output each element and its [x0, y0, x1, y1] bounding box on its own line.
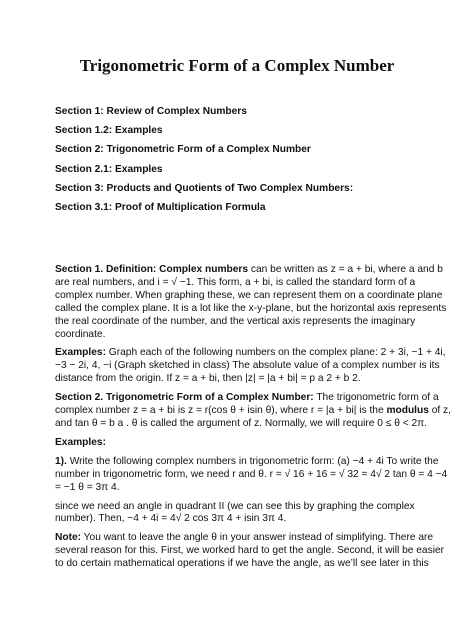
toc-item: Section 2.1: Examples [55, 163, 163, 175]
text-line: to do certain mathematical operations if we have the angle, as we’ll see later in this [55, 558, 429, 570]
toc-item: Section 2: Trigonometric Form of a Complex Number [55, 144, 311, 156]
text-span: Graph each of the following numbers on the complex plane: 2 + 3i, −1 + 4i, [105, 347, 446, 359]
text-span: complex number z = a + bi is z = r(cos θ + isin θ), where r = |a + bi| is the [55, 405, 387, 417]
examples-paragraph [55, 347, 446, 386]
text-span: The trigonometric form of a [313, 392, 439, 404]
text-line: complex number. When graphing these, we can represent them on a coordinate plane [55, 289, 443, 301]
examples-heading-text: Examples: [55, 436, 106, 448]
text-line: and tan θ = b a . θ is called the argument of z. Normally, we will require 0 ≤ θ < 2π. [55, 417, 428, 429]
text-line: −3 − 2i, 4, −i (Graph sketched in class) The absolute value of a complex number is its [55, 360, 440, 372]
section-label: Section 2. Trigonometric Form of a Complex Number: [55, 392, 314, 404]
examples-label: Examples: [55, 347, 106, 359]
text-line: are real numbers, and i = √ −1. This form, a + bi, is called the standard form of a [55, 276, 416, 288]
text-line: = −1 θ = 3π 4. [55, 481, 120, 493]
toc-item: Section 1.2: Examples [55, 125, 163, 137]
section-label: Section 1. Definition: [55, 264, 157, 275]
example-1-paragraph [55, 455, 448, 495]
text-line [55, 392, 439, 405]
text-span: You want to leave the angle θ in your answer instead of simplifying. There are [81, 532, 434, 544]
text-line: called the complex plane. It is a lot like the x-y-plane, but the horizontal axis represents [55, 302, 447, 314]
note-paragraph [55, 532, 445, 571]
defined-term: Complex numbers [159, 264, 249, 275]
text-line: distance from the origin. If z = a + bi, then |z| = |a + bi| = p a 2 + b 2. [55, 373, 361, 385]
table-of-contents [55, 105, 435, 220]
trig-form-paragraph [55, 392, 451, 431]
page-title: Trigonometric Form of a Complex Number [79, 56, 395, 75]
text-span: Write the following complex numbers in trigonometric form: (a) −4 + 4i To write the [66, 455, 439, 467]
examples-heading [55, 437, 435, 450]
text-line [55, 405, 451, 418]
text-line: the real coordinate of the number, and the vertical axis represents the imaginary [55, 315, 416, 327]
document-body [55, 264, 451, 577]
toc-item: Section 3.1: Proof of Multiplication Formula [55, 201, 266, 213]
text-span: of z, [428, 405, 451, 417]
quadrant-paragraph [55, 501, 435, 527]
text-line: number in trigonometric form, we need r and θ. r = √ 16 + 16 = √ 32 = 4√ 2 tan θ = 4 −4 [55, 468, 448, 480]
note-label: Note: [55, 532, 82, 544]
modulus-term: modulus [386, 405, 429, 417]
example-number: 1). [55, 455, 67, 467]
text-line: coordinate. [55, 328, 106, 340]
text-line [55, 455, 439, 469]
text-line [55, 264, 443, 277]
toc-item: Section 1: Review of Complex Numbers [55, 106, 247, 117]
text-line [55, 347, 446, 360]
text-line: several reason for this. First, we worked hard to get the angle. Second, it will be easier [55, 545, 445, 557]
text-line [55, 532, 435, 545]
definition-paragraph [55, 264, 447, 341]
text-line: since we need an angle in quadrant II (we can see this by graphing the complex [55, 500, 415, 512]
text-line: number). Then, −4 + 4i = 4√ 2 cos 3π 4 + isin 3π 4. [55, 513, 287, 525]
toc-item: Section 3: Products and Quotients of Two Complex Numbers: [55, 182, 354, 194]
text-span: can be written as z = a + bi, where a and b [248, 264, 443, 275]
